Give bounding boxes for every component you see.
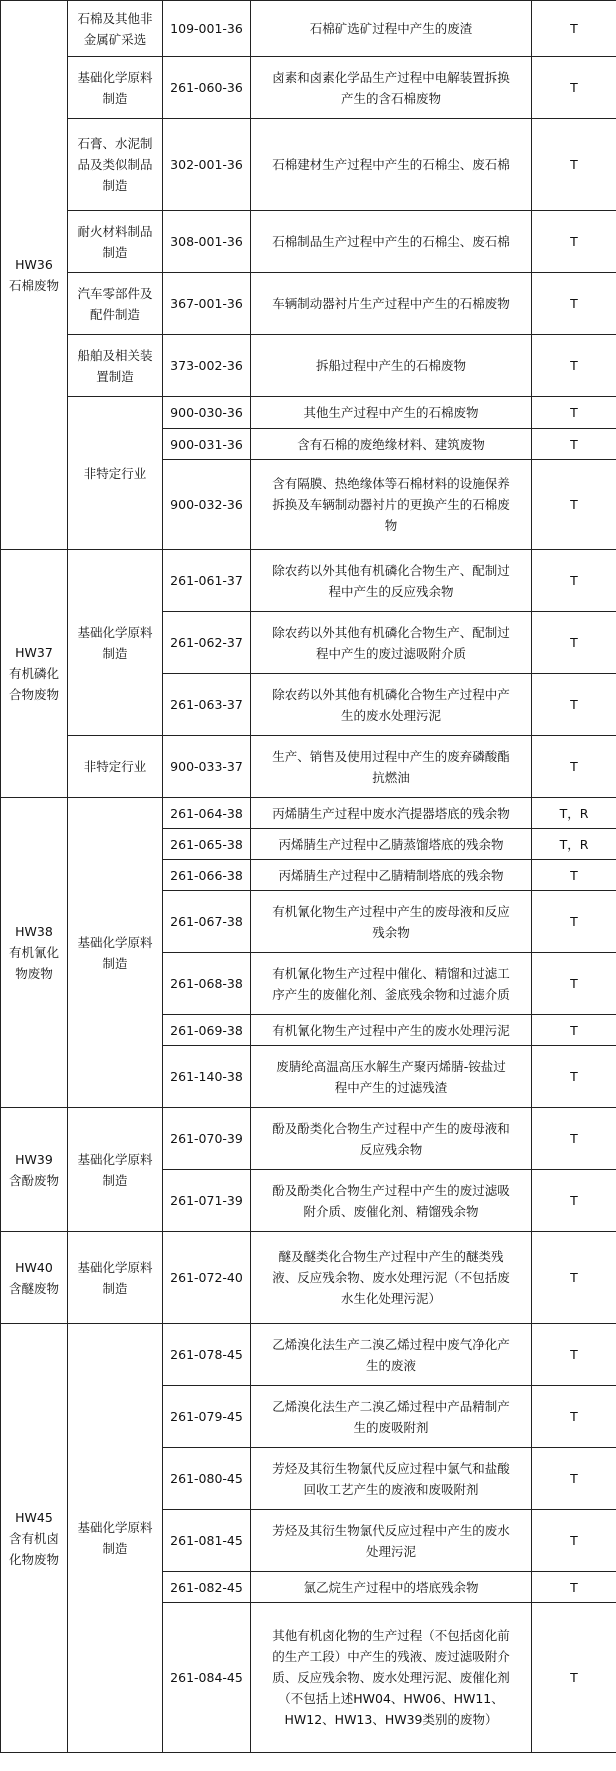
- industry-label: 制造: [102, 244, 128, 260]
- hazard-property-cell: T: [532, 1, 616, 57]
- industry-label: 制造: [102, 1280, 128, 1296]
- hazard-property-cell: T: [532, 1324, 616, 1386]
- industry-cell: [68, 1324, 163, 1753]
- waste-code-cell: 373-002-36: [163, 335, 251, 397]
- waste-code-cell: 261-067-38: [163, 891, 251, 953]
- table-row: [1, 397, 616, 429]
- industry-cell: [68, 119, 163, 211]
- hazard-property-cell: T: [532, 612, 616, 674]
- waste-description-cell: [251, 674, 532, 736]
- waste-code-cell: 261-080-45: [163, 1448, 251, 1510]
- waste-description-cell: [251, 953, 532, 1015]
- waste-description-line: 有机氰化物生产过程中产生的废母液和反应: [272, 903, 510, 919]
- waste-code-cell: 900-030-36: [163, 397, 251, 429]
- table-row: [1, 273, 616, 335]
- industry-label: 基础化学原料: [77, 1259, 153, 1275]
- waste-description-line: 残余物: [372, 924, 410, 940]
- waste-description-cell: [251, 550, 532, 612]
- waste-category-cell: [1, 550, 68, 798]
- waste-description-line: 抗燃油: [372, 769, 410, 785]
- hazard-property-cell: T: [532, 891, 616, 953]
- waste-description-line: 液、反应残余物、废水处理污泥（不包括废: [272, 1270, 510, 1285]
- industry-label: 制造: [102, 955, 128, 971]
- waste-description-cell: [251, 273, 532, 335]
- waste-code-cell: 261-078-45: [163, 1324, 251, 1386]
- waste-code-cell: 261-084-45: [163, 1603, 251, 1753]
- waste-category-label: HW36: [15, 257, 53, 272]
- waste-description-line: 车辆制动器衬片生产过程中产生的石棉废物: [272, 296, 510, 311]
- waste-code-cell: 261-082-45: [163, 1572, 251, 1603]
- waste-category-label: 含有机卤: [8, 1530, 59, 1546]
- waste-description-line: 芳烃及其衍生物氯代反应过程中产生的废水: [272, 1522, 510, 1538]
- waste-category-label: 含醚废物: [8, 1280, 59, 1296]
- industry-label: 制造: [102, 90, 128, 106]
- waste-description-cell: [251, 397, 532, 429]
- waste-description-line: 醚及醚类化合物生产过程中产生的醚类残: [278, 1249, 504, 1264]
- waste-description-line: 水生化处理污泥）: [340, 1291, 441, 1306]
- waste-description-cell: [251, 829, 532, 860]
- hazard-property-cell: T，R: [532, 829, 616, 860]
- waste-code-cell: 261-062-37: [163, 612, 251, 674]
- waste-description-line: 乙烯溴化法生产二溴乙烯过程中废气净化产: [272, 1336, 510, 1352]
- waste-description-line: 石棉建材生产过程中产生的石棉尘、废石棉: [272, 157, 510, 172]
- waste-category-label: 含酚废物: [8, 1172, 59, 1188]
- industry-cell: [68, 1232, 163, 1324]
- industry-label: 制造: [102, 1172, 128, 1188]
- waste-description-line: 处理污泥: [365, 1543, 416, 1559]
- waste-description-line: 除农药以外其他有机磷化合物生产、配制过: [272, 562, 510, 578]
- industry-cell: [68, 1, 163, 57]
- waste-description-line: 序产生的废催化剂、釜底残余物和过滤介质: [272, 986, 510, 1002]
- hazard-property-cell: T: [532, 953, 616, 1015]
- waste-description-cell: [251, 1510, 532, 1572]
- waste-category-cell: [1, 1108, 68, 1232]
- hazard-property-cell: T: [532, 1046, 616, 1108]
- waste-code-cell: 261-064-38: [163, 798, 251, 829]
- hazard-property-cell: T: [532, 335, 616, 397]
- table-row: [1, 1324, 616, 1386]
- waste-category-cell: [1, 1232, 68, 1324]
- table-row: [1, 798, 616, 829]
- hazard-property-cell: T: [532, 273, 616, 335]
- waste-description-line: 附介质、废催化剂、精馏残余物: [303, 1203, 479, 1219]
- industry-label: 基础化学原料: [77, 69, 153, 85]
- hazard-property-cell: T: [532, 1170, 616, 1232]
- waste-description-line: 其他有机卤化物的生产过程（不包括卤化前: [272, 1628, 510, 1643]
- waste-category-label: HW40: [15, 1259, 53, 1275]
- industry-label: 石棉及其他非: [77, 10, 153, 26]
- industry-cell: [68, 335, 163, 397]
- waste-category-label: HW38: [15, 924, 53, 939]
- table-row: [1, 1232, 616, 1324]
- waste-description-line: 生的废水处理污泥: [340, 707, 441, 723]
- waste-code-cell: 261-079-45: [163, 1386, 251, 1448]
- waste-description-cell: [251, 57, 532, 119]
- waste-description-cell: [251, 612, 532, 674]
- waste-code-cell: 261-071-39: [163, 1170, 251, 1232]
- waste-code-cell: 261-070-39: [163, 1108, 251, 1170]
- waste-description-line: 酚及酚类化合物生产过程中产生的废母液和: [272, 1120, 510, 1136]
- waste-description-line: 拆船过程中产生的石棉废物: [315, 358, 466, 373]
- waste-category-label: 有机磷化: [8, 666, 59, 681]
- table-row: [1, 335, 616, 397]
- hazard-property-cell: T: [532, 1108, 616, 1170]
- waste-code-cell: 261-061-37: [163, 550, 251, 612]
- waste-description-line: 石棉制品生产过程中产生的石棉尘、废石棉: [272, 234, 510, 249]
- waste-description-line: 其他生产过程中产生的石棉废物: [303, 405, 479, 420]
- waste-description-line: 产生的含石棉废物: [340, 90, 441, 106]
- waste-description-line: 丙烯腈生产过程中乙腈精制塔底的残余物: [278, 867, 504, 883]
- waste-code-cell: 900-031-36: [163, 429, 251, 460]
- waste-description-line: 含有石棉的废绝缘材料、建筑废物: [297, 436, 485, 452]
- table-row: [1, 57, 616, 119]
- industry-label: 非特定行业: [83, 465, 147, 481]
- waste-code-cell: 367-001-36: [163, 273, 251, 335]
- waste-description-cell: [251, 1448, 532, 1510]
- hazard-property-cell: T: [532, 211, 616, 273]
- waste-description-line: （不包括上述HW04、HW06、HW11、: [278, 1691, 504, 1706]
- waste-description-line: 程中产生的反应残余物: [328, 583, 454, 599]
- industry-label: 基础化学原料: [77, 624, 153, 640]
- waste-code-cell: 261-068-38: [163, 953, 251, 1015]
- waste-code-cell: 261-140-38: [163, 1046, 251, 1108]
- waste-description-cell: [251, 1603, 532, 1753]
- waste-description-cell: [251, 1046, 532, 1108]
- hazard-property-cell: T: [532, 119, 616, 211]
- hazard-property-cell: T: [532, 429, 616, 460]
- waste-description-line: 程中产生的过滤残渣: [334, 1079, 448, 1095]
- waste-description-cell: [251, 335, 532, 397]
- hazard-property-cell: T: [532, 550, 616, 612]
- waste-description-line: 卤素和卤素化学品生产过程中电解装置拆换: [272, 69, 510, 85]
- industry-label: 汽车零部件及: [77, 285, 153, 301]
- waste-description-line: 反应残余物: [359, 1141, 423, 1157]
- industry-label: 基础化学原料: [77, 934, 153, 950]
- industry-label: 制造: [102, 645, 128, 661]
- waste-description-cell: [251, 1, 532, 57]
- waste-description-line: 生的废液: [365, 1357, 416, 1373]
- waste-code-cell: 261-072-40: [163, 1232, 251, 1324]
- table-row: [1, 1, 616, 57]
- waste-code-cell: 261-063-37: [163, 674, 251, 736]
- waste-category-label: HW37: [15, 645, 53, 660]
- waste-code-cell: 261-060-36: [163, 57, 251, 119]
- hazard-property-cell: T: [532, 460, 616, 550]
- waste-description-cell: [251, 1108, 532, 1170]
- waste-code-cell: 302-001-36: [163, 119, 251, 211]
- industry-label: 金属矿采选: [83, 31, 147, 47]
- waste-description-line: 生的废吸附剂: [353, 1419, 429, 1435]
- industry-label: 非特定行业: [83, 759, 147, 774]
- industry-label: 制造: [102, 1541, 128, 1556]
- industry-label: 基础化学原料: [77, 1151, 153, 1167]
- table-row: [1, 1108, 616, 1170]
- industry-cell: [68, 1108, 163, 1232]
- industry-label: 基础化学原料: [77, 1520, 153, 1535]
- table-row: [1, 736, 616, 798]
- hazard-property-cell: T: [532, 57, 616, 119]
- waste-description-line: 除农药以外其他有机磷化合物生产、配制过: [272, 624, 510, 640]
- waste-category-label: 有机氰化: [8, 945, 59, 960]
- waste-description-cell: [251, 1324, 532, 1386]
- waste-code-cell: 900-032-36: [163, 460, 251, 550]
- waste-description-line: 物: [384, 518, 398, 533]
- waste-description-line: 质、反应残余物、废水处理污泥、废催化剂: [272, 1670, 510, 1685]
- waste-description-line: 含有隔膜、热绝缘体等石棉材料的设施保养: [272, 476, 510, 491]
- waste-category-cell: [1, 1324, 68, 1753]
- waste-category-label: 合物废物: [8, 687, 59, 702]
- waste-category-label: HW45: [15, 1509, 53, 1525]
- industry-cell: [68, 550, 163, 736]
- hazard-property-cell: T: [532, 674, 616, 736]
- industry-cell: [68, 273, 163, 335]
- hazard-property-cell: T: [532, 1603, 616, 1753]
- waste-description-cell: [251, 736, 532, 798]
- hazard-property-cell: T: [532, 1386, 616, 1448]
- waste-description-line: 有机氰化物生产过程中产生的废水处理污泥: [272, 1022, 510, 1038]
- hazard-property-cell: T: [532, 1232, 616, 1324]
- hazard-property-cell: T，R: [532, 798, 616, 829]
- waste-description-line: 芳烃及其衍生物氯代反应过程中氯气和盐酸: [272, 1460, 510, 1476]
- waste-description-cell: [251, 1572, 532, 1603]
- hazard-property-cell: T: [532, 736, 616, 798]
- industry-label: 耐火材料制品: [77, 223, 153, 239]
- table-row: [1, 211, 616, 273]
- waste-description-line: 氯乙烷生产过程中的塔底残余物: [303, 1579, 479, 1595]
- hazard-property-cell: T: [532, 397, 616, 429]
- waste-category-cell: [1, 1, 68, 550]
- waste-description-cell: [251, 798, 532, 829]
- waste-category-label: 化物废物: [8, 1551, 59, 1567]
- industry-label: 船舶及相关装: [77, 347, 153, 363]
- waste-code-cell: 261-066-38: [163, 860, 251, 891]
- waste-description-line: 回收工艺产生的废液和废吸附剂: [303, 1481, 479, 1497]
- hazard-property-cell: T: [532, 860, 616, 891]
- waste-description-line: 程中产生的废过滤吸附介质: [315, 645, 466, 661]
- waste-code-cell: 261-065-38: [163, 829, 251, 860]
- waste-description-line: 有机氰化物生产过程中催化、精馏和过滤工: [272, 965, 510, 981]
- industry-cell: [68, 798, 163, 1108]
- waste-description-cell: [251, 211, 532, 273]
- hazard-property-cell: T: [532, 1572, 616, 1603]
- waste-description-cell: [251, 460, 532, 550]
- waste-description-cell: [251, 860, 532, 891]
- waste-description-cell: [251, 1170, 532, 1232]
- waste-description-line: 的生产工段）中产生的残液、废过滤吸附介: [272, 1649, 510, 1664]
- industry-cell: [68, 397, 163, 550]
- industry-label: 制造: [102, 178, 128, 193]
- waste-description-line: 酚及酚类化合物生产过程中产生的废过滤吸: [272, 1182, 510, 1198]
- industry-label: 置制造: [96, 368, 134, 384]
- industry-label: 配件制造: [89, 306, 140, 322]
- waste-description-cell: [251, 1386, 532, 1448]
- waste-description-line: 除农药以外其他有机磷化合物生产过程中产: [272, 686, 510, 702]
- waste-description-cell: [251, 119, 532, 211]
- waste-description-line: 拆换及车辆制动器衬片的更换产生的石棉废: [272, 497, 510, 512]
- industry-cell: [68, 211, 163, 273]
- waste-description-line: HW12、HW13、HW39类别的废物）: [284, 1712, 498, 1727]
- waste-description-cell: [251, 1015, 532, 1046]
- table-row: [1, 550, 616, 612]
- waste-description-cell: [251, 891, 532, 953]
- waste-description-line: 生产、销售及使用过程中产生的废弃磷酸酯: [272, 748, 510, 764]
- waste-category-label: 石棉废物: [8, 278, 59, 293]
- waste-description-line: 石棉矿选矿过程中产生的废渣: [309, 21, 473, 36]
- waste-category-label: 物废物: [15, 966, 53, 981]
- industry-label: 品及类似制品: [77, 157, 153, 172]
- waste-code-cell: 308-001-36: [163, 211, 251, 273]
- waste-description-cell: [251, 429, 532, 460]
- industry-cell: [68, 57, 163, 119]
- waste-category-cell: [1, 798, 68, 1108]
- waste-description-cell: [251, 1232, 532, 1324]
- waste-description-line: 乙烯溴化法生产二溴乙烯过程中产品精制产: [272, 1398, 510, 1414]
- waste-code-cell: 261-081-45: [163, 1510, 251, 1572]
- waste-code-cell: 261-069-38: [163, 1015, 251, 1046]
- hazard-property-cell: T: [532, 1448, 616, 1510]
- waste-description-line: 丙烯腈生产过程中废水汽提器塔底的残余物: [272, 805, 510, 821]
- waste-category-label: HW39: [15, 1151, 53, 1167]
- industry-label: 石膏、水泥制: [77, 136, 153, 151]
- waste-code-cell: 109-001-36: [163, 1, 251, 57]
- industry-cell: [68, 736, 163, 798]
- waste-description-line: 丙烯腈生产过程中乙腈蒸馏塔底的残余物: [278, 836, 504, 852]
- hazard-property-cell: T: [532, 1015, 616, 1046]
- waste-description-line: 废腈纶高温高压水解生产聚丙烯腈-铵盐过: [276, 1058, 506, 1074]
- waste-code-cell: 900-033-37: [163, 736, 251, 798]
- hazard-property-cell: T: [532, 1510, 616, 1572]
- table-row: [1, 119, 616, 211]
